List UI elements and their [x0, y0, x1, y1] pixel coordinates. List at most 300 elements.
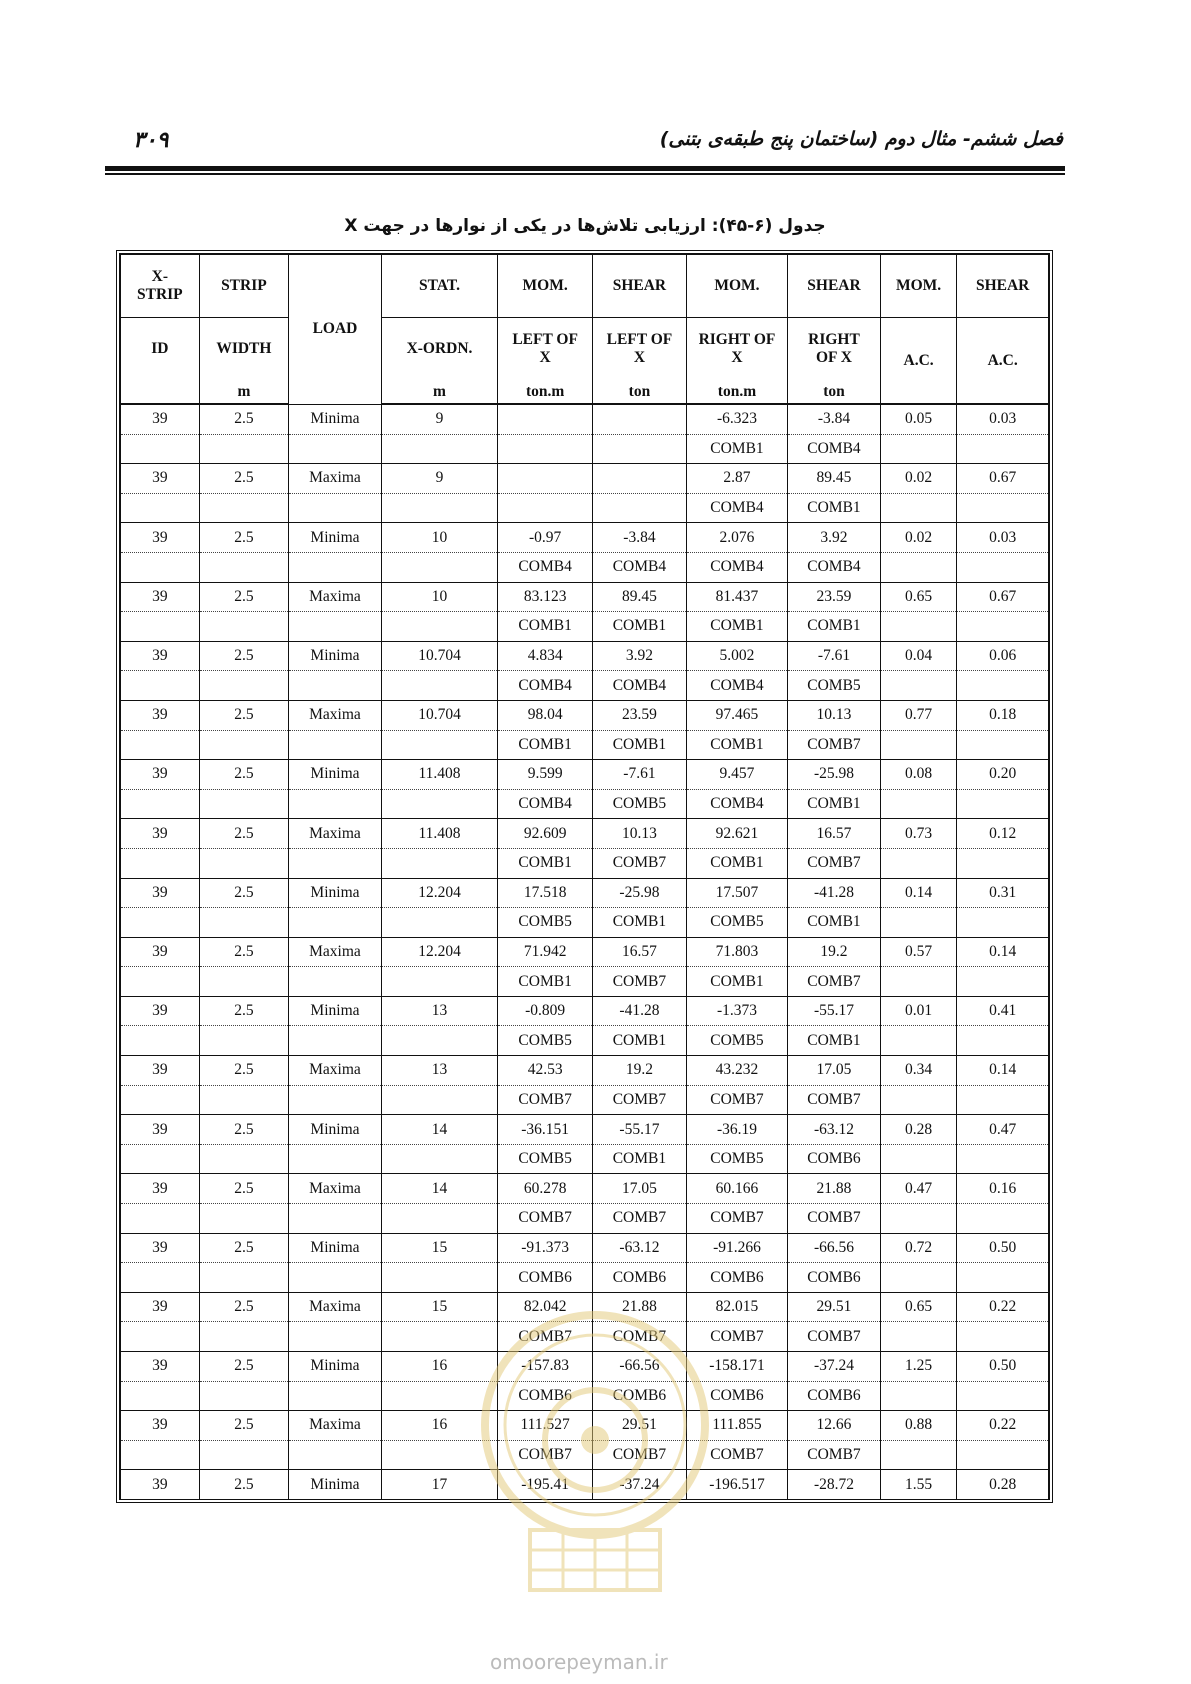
cell-empty [121, 1381, 200, 1411]
table-row-combos [121, 1263, 1049, 1293]
cell-id: 39 [121, 878, 200, 908]
cell-shear-r: 89.45 [788, 464, 881, 494]
cell-c-shear-r: COMB7 [788, 848, 881, 878]
cell-empty [880, 1440, 957, 1470]
cell-mom-l: -195.41 [498, 1470, 593, 1499]
cell-shear-ac: 0.50 [957, 1352, 1049, 1382]
cell-c-mom-l: COMB5 [498, 1026, 593, 1056]
cell-empty [957, 967, 1049, 997]
table-row-combos [121, 1440, 1049, 1470]
cell-id: 39 [121, 996, 200, 1026]
cell-c-shear-r: COMB6 [788, 1144, 881, 1174]
cell-shear-r: 10.13 [788, 700, 881, 730]
cell-id: 39 [121, 700, 200, 730]
cell-empty [957, 1381, 1049, 1411]
cell-mom-l: -157.83 [498, 1352, 593, 1382]
cell-c-mom-r: COMB1 [686, 967, 787, 997]
cell-empty [880, 1322, 957, 1352]
cell-id: 39 [121, 582, 200, 612]
cell-c-mom-r: COMB1 [686, 434, 787, 464]
cell-mom-r: 111.855 [686, 1411, 787, 1441]
cell-load: Maxima [289, 464, 382, 494]
cell-empty [289, 671, 382, 701]
cell-mom-l: 111.527 [498, 1411, 593, 1441]
header-row-1 [121, 255, 1049, 318]
cell-shear-l: 21.88 [593, 1292, 687, 1322]
cell-c-shear-r: COMB7 [788, 1204, 881, 1234]
cell-width: 2.5 [199, 996, 288, 1026]
cell-shear-ac: 0.16 [957, 1174, 1049, 1204]
cell-c-shear-l: COMB7 [593, 1322, 687, 1352]
cell-c-shear-r: COMB1 [788, 789, 881, 819]
cell-empty [880, 1381, 957, 1411]
cell-load: Minima [289, 523, 382, 553]
table-row-combos [121, 552, 1049, 582]
col-header-mom-left: MOM. [498, 255, 593, 318]
table-row-combos [121, 434, 1049, 464]
cell-id: 39 [121, 1233, 200, 1263]
cell-empty [957, 612, 1049, 642]
cell-empty [199, 612, 288, 642]
cell-mom-l [498, 464, 593, 494]
cell-empty [199, 1085, 288, 1115]
cell-empty [957, 908, 1049, 938]
cell-c-shear-r: COMB1 [788, 612, 881, 642]
cell-c-mom-l: COMB1 [498, 612, 593, 642]
col-header-shear-right: SHEAR [788, 255, 881, 318]
cell-empty [199, 1322, 288, 1352]
cell-mom-r: 60.166 [686, 1174, 787, 1204]
cell-c-shear-l: COMB4 [593, 671, 687, 701]
cell-mom-r: -91.266 [686, 1233, 787, 1263]
cell-empty [957, 1026, 1049, 1056]
cell-mom-r: 92.621 [686, 819, 787, 849]
cell-empty [381, 1322, 497, 1352]
col-header-mom-ac: MOM. [880, 255, 957, 318]
cell-width: 2.5 [199, 1352, 288, 1382]
cell-shear-ac: 0.14 [957, 937, 1049, 967]
cell-mom-ac: 1.55 [880, 1470, 957, 1499]
cell-shear-r: -63.12 [788, 1115, 881, 1145]
cell-empty [199, 789, 288, 819]
cell-mom-r: 2.076 [686, 523, 787, 553]
cell-empty [199, 908, 288, 938]
header-rule-thin [105, 173, 1065, 175]
cell-mom-r: 43.232 [686, 1056, 787, 1086]
cell-c-shear-l: COMB7 [593, 1085, 687, 1115]
cell-empty [381, 612, 497, 642]
table-row [121, 582, 1049, 612]
cell-shear-r: -25.98 [788, 760, 881, 790]
cell-mom-r: 97.465 [686, 700, 787, 730]
col-subheader-shear-right-of-x: RIGHT OF X [788, 318, 881, 381]
cell-id: 39 [121, 404, 200, 434]
cell-empty [957, 1322, 1049, 1352]
cell-empty [957, 1144, 1049, 1174]
cell-load: Minima [289, 996, 382, 1026]
cell-c-shear-l [593, 493, 687, 523]
table-row [121, 1411, 1049, 1441]
cell-shear-l: -7.61 [593, 760, 687, 790]
cell-c-mom-r: COMB6 [686, 1381, 787, 1411]
table-row [121, 523, 1049, 553]
cell-empty [199, 967, 288, 997]
cell-mom-l: 4.834 [498, 641, 593, 671]
cell-empty [121, 967, 200, 997]
cell-stat: 10.704 [381, 700, 497, 730]
cell-shear-r: -28.72 [788, 1470, 881, 1499]
table-row [121, 878, 1049, 908]
cell-empty [289, 1322, 382, 1352]
table-row [121, 700, 1049, 730]
cell-empty [880, 1085, 957, 1115]
cell-empty [121, 1204, 200, 1234]
cell-c-mom-r: COMB7 [686, 1322, 787, 1352]
cell-shear-l: 29.51 [593, 1411, 687, 1441]
cell-shear-l: 23.59 [593, 700, 687, 730]
cell-c-shear-l: COMB6 [593, 1263, 687, 1293]
cell-empty [880, 967, 957, 997]
cell-shear-ac: 0.22 [957, 1411, 1049, 1441]
col-header-mom-right: MOM. [686, 255, 787, 318]
cell-stat: 15 [381, 1233, 497, 1263]
cell-stat: 14 [381, 1174, 497, 1204]
cell-empty [381, 493, 497, 523]
cell-mom-ac: 0.05 [880, 404, 957, 434]
cell-c-mom-l: COMB5 [498, 1144, 593, 1174]
col-subheader-mom-ac: A.C. [880, 318, 957, 405]
col-subheader-x-ordn: X-ORDN. [381, 318, 497, 381]
cell-empty [121, 612, 200, 642]
cell-mom-ac: 0.72 [880, 1233, 957, 1263]
cell-empty [289, 1440, 382, 1470]
cell-empty [289, 730, 382, 760]
cell-c-mom-l: COMB5 [498, 908, 593, 938]
cell-mom-l [498, 404, 593, 434]
cell-shear-r: -41.28 [788, 878, 881, 908]
cell-stat: 16 [381, 1411, 497, 1441]
cell-empty [289, 1381, 382, 1411]
cell-mom-l: 71.942 [498, 937, 593, 967]
cell-stat: 9 [381, 464, 497, 494]
cell-width: 2.5 [199, 523, 288, 553]
cell-c-shear-r: COMB4 [788, 552, 881, 582]
cell-mom-r: 17.507 [686, 878, 787, 908]
header-row-2 [121, 318, 1049, 381]
cell-empty [957, 1440, 1049, 1470]
cell-mom-l: 83.123 [498, 582, 593, 612]
cell-mom-l: 42.53 [498, 1056, 593, 1086]
col-subheader-id: ID [121, 318, 200, 381]
cell-shear-ac: 0.06 [957, 641, 1049, 671]
cell-mom-l: -91.373 [498, 1233, 593, 1263]
cell-id: 39 [121, 1056, 200, 1086]
table-row-combos [121, 848, 1049, 878]
cell-mom-ac: 0.01 [880, 996, 957, 1026]
cell-c-mom-l [498, 434, 593, 464]
cell-mom-r: 71.803 [686, 937, 787, 967]
cell-mom-ac: 0.57 [880, 937, 957, 967]
cell-empty [957, 789, 1049, 819]
cell-shear-l: 19.2 [593, 1056, 687, 1086]
cell-empty [381, 1204, 497, 1234]
cell-empty [381, 434, 497, 464]
cell-shear-r: 23.59 [788, 582, 881, 612]
cell-empty [289, 1204, 382, 1234]
cell-empty [199, 1204, 288, 1234]
cell-c-shear-r: COMB7 [788, 1085, 881, 1115]
cell-shear-r: -7.61 [788, 641, 881, 671]
cell-stat: 12.204 [381, 878, 497, 908]
cell-empty [381, 1026, 497, 1056]
cell-empty [289, 1263, 382, 1293]
cell-stat: 11.408 [381, 819, 497, 849]
cell-shear-r: 19.2 [788, 937, 881, 967]
cell-id: 39 [121, 523, 200, 553]
cell-id: 39 [121, 1411, 200, 1441]
table-row-combos [121, 789, 1049, 819]
cell-width: 2.5 [199, 1411, 288, 1441]
cell-empty [121, 908, 200, 938]
cell-load: Minima [289, 1115, 382, 1145]
table-row-combos [121, 967, 1049, 997]
cell-c-shear-l: COMB7 [593, 1204, 687, 1234]
cell-shear-l: 3.92 [593, 641, 687, 671]
table-row-combos [121, 908, 1049, 938]
cell-empty [121, 1085, 200, 1115]
cell-empty [199, 1381, 288, 1411]
cell-c-shear-r: COMB6 [788, 1263, 881, 1293]
cell-stat: 9 [381, 404, 497, 434]
cell-mom-r: 81.437 [686, 582, 787, 612]
cell-empty [121, 671, 200, 701]
cell-empty [381, 552, 497, 582]
cell-shear-r: 12.66 [788, 1411, 881, 1441]
cell-empty [957, 848, 1049, 878]
cell-c-mom-l: COMB1 [498, 848, 593, 878]
cell-shear-r: 16.57 [788, 819, 881, 849]
cell-mom-ac: 0.02 [880, 523, 957, 553]
table-body [121, 404, 1049, 1499]
cell-empty [381, 1144, 497, 1174]
cell-shear-l: -3.84 [593, 523, 687, 553]
cell-empty [199, 1144, 288, 1174]
col-subheader-mom-left-of-x: LEFT OF X [498, 318, 593, 381]
cell-load: Minima [289, 760, 382, 790]
cell-empty [121, 730, 200, 760]
cell-c-shear-r: COMB7 [788, 1322, 881, 1352]
cell-shear-ac: 0.67 [957, 582, 1049, 612]
table-row [121, 937, 1049, 967]
cell-c-shear-l: COMB6 [593, 1381, 687, 1411]
cell-shear-ac: 0.47 [957, 1115, 1049, 1145]
cell-load: Maxima [289, 1292, 382, 1322]
cell-mom-ac: 0.08 [880, 760, 957, 790]
cell-c-mom-l [498, 493, 593, 523]
cell-empty [880, 612, 957, 642]
table-row-combos [121, 1144, 1049, 1174]
cell-c-shear-r: COMB7 [788, 730, 881, 760]
unit-x-ordn: m [381, 380, 497, 404]
cell-stat: 16 [381, 1352, 497, 1382]
cell-width: 2.5 [199, 1174, 288, 1204]
cell-empty [381, 671, 497, 701]
cell-stat: 17 [381, 1470, 497, 1499]
cell-id: 39 [121, 1174, 200, 1204]
cell-empty [957, 1204, 1049, 1234]
cell-empty [880, 908, 957, 938]
cell-mom-ac: 0.14 [880, 878, 957, 908]
cell-shear-l: -63.12 [593, 1233, 687, 1263]
unit-id [121, 380, 200, 404]
cell-c-mom-r: COMB5 [686, 1144, 787, 1174]
cell-empty [957, 1263, 1049, 1293]
cell-mom-ac: 0.88 [880, 1411, 957, 1441]
col-subheader-shear-ac: A.C. [957, 318, 1049, 405]
cell-shear-ac: 0.20 [957, 760, 1049, 790]
cell-width: 2.5 [199, 760, 288, 790]
cell-c-shear-l: COMB1 [593, 1144, 687, 1174]
cell-shear-r: -3.84 [788, 404, 881, 434]
cell-c-shear-l: COMB5 [593, 789, 687, 819]
unit-mom-right: ton.m [686, 380, 787, 404]
cell-stat: 10 [381, 523, 497, 553]
cell-empty [381, 730, 497, 760]
table-row [121, 996, 1049, 1026]
cell-empty [289, 908, 382, 938]
cell-empty [381, 789, 497, 819]
cell-c-mom-r: COMB4 [686, 493, 787, 523]
table-row [121, 1174, 1049, 1204]
cell-shear-l: -41.28 [593, 996, 687, 1026]
cell-empty [121, 1144, 200, 1174]
table-row [121, 404, 1049, 434]
cell-shear-r: 17.05 [788, 1056, 881, 1086]
table-row [121, 464, 1049, 494]
cell-empty [381, 908, 497, 938]
cell-empty [121, 1026, 200, 1056]
cell-shear-ac: 0.03 [957, 523, 1049, 553]
cell-empty [121, 493, 200, 523]
cell-empty [957, 671, 1049, 701]
cell-load: Maxima [289, 819, 382, 849]
cell-c-mom-r: COMB4 [686, 789, 787, 819]
table-row-combos [121, 1204, 1049, 1234]
cell-shear-l [593, 404, 687, 434]
cell-empty [381, 1440, 497, 1470]
table-row-combos [121, 1026, 1049, 1056]
cell-load: Minima [289, 1233, 382, 1263]
cell-c-shear-r: COMB5 [788, 671, 881, 701]
cell-c-mom-l: COMB7 [498, 1440, 593, 1470]
cell-stat: 10.704 [381, 641, 497, 671]
cell-load: Maxima [289, 1174, 382, 1204]
col-header-shear-left: SHEAR [593, 255, 687, 318]
cell-shear-l: 16.57 [593, 937, 687, 967]
results-table-frame [116, 250, 1053, 1503]
cell-empty [121, 848, 200, 878]
cell-empty [289, 1144, 382, 1174]
cell-c-shear-l: COMB4 [593, 552, 687, 582]
cell-mom-ac: 0.47 [880, 1174, 957, 1204]
cell-c-mom-l: COMB1 [498, 730, 593, 760]
watermark-site: omoorepeyman.ir [490, 1650, 668, 1674]
table-row [121, 1292, 1049, 1322]
cell-empty [289, 612, 382, 642]
col-header-xstrip: X- STRIP [121, 255, 200, 318]
cell-shear-r: -66.56 [788, 1233, 881, 1263]
table-row [121, 1233, 1049, 1263]
cell-shear-ac: 0.22 [957, 1292, 1049, 1322]
cell-c-mom-r: COMB7 [686, 1440, 787, 1470]
cell-c-mom-l: COMB4 [498, 671, 593, 701]
cell-empty [880, 552, 957, 582]
cell-load: Minima [289, 878, 382, 908]
cell-width: 2.5 [199, 878, 288, 908]
cell-mom-r: -158.171 [686, 1352, 787, 1382]
cell-c-mom-l: COMB1 [498, 967, 593, 997]
cell-c-shear-r: COMB7 [788, 967, 881, 997]
cell-c-mom-r: COMB7 [686, 1204, 787, 1234]
cell-load: Maxima [289, 1411, 382, 1441]
cell-empty [199, 434, 288, 464]
col-header-stat: STAT. [381, 255, 497, 318]
cell-mom-r: 82.015 [686, 1292, 787, 1322]
cell-c-shear-l: COMB7 [593, 848, 687, 878]
cell-id: 39 [121, 1470, 200, 1499]
cell-width: 2.5 [199, 1470, 288, 1499]
cell-c-shear-r: COMB4 [788, 434, 881, 464]
unit-mom-left: ton.m [498, 380, 593, 404]
col-header-load: LOAD [289, 255, 382, 405]
cell-empty [880, 730, 957, 760]
cell-shear-l: -66.56 [593, 1352, 687, 1382]
cell-shear-r: 3.92 [788, 523, 881, 553]
cell-empty [199, 493, 288, 523]
cell-c-shear-l: COMB1 [593, 1026, 687, 1056]
cell-load: Maxima [289, 700, 382, 730]
cell-empty [289, 967, 382, 997]
cell-empty [957, 552, 1049, 582]
cell-load: Maxima [289, 1056, 382, 1086]
cell-empty [880, 434, 957, 464]
cell-mom-ac: 0.65 [880, 1292, 957, 1322]
cell-stat: 15 [381, 1292, 497, 1322]
cell-c-mom-l: COMB6 [498, 1263, 593, 1293]
cell-width: 2.5 [199, 700, 288, 730]
cell-shear-l: 89.45 [593, 582, 687, 612]
cell-width: 2.5 [199, 937, 288, 967]
cell-empty [199, 1263, 288, 1293]
cell-empty [957, 434, 1049, 464]
table-row-combos [121, 493, 1049, 523]
table-row-combos [121, 1085, 1049, 1115]
col-header-strip: STRIP [199, 255, 288, 318]
cell-c-mom-r: COMB4 [686, 671, 787, 701]
cell-c-mom-l: COMB7 [498, 1204, 593, 1234]
cell-c-shear-l: COMB1 [593, 730, 687, 760]
cell-mom-l: 9.599 [498, 760, 593, 790]
cell-mom-l: 60.278 [498, 1174, 593, 1204]
cell-shear-l: 10.13 [593, 819, 687, 849]
cell-c-mom-l: COMB4 [498, 789, 593, 819]
table-row [121, 1470, 1049, 1499]
table-row-combos [121, 1322, 1049, 1352]
table-row-combos [121, 730, 1049, 760]
cell-empty [381, 848, 497, 878]
cell-mom-r: -36.19 [686, 1115, 787, 1145]
cell-shear-ac: 0.12 [957, 819, 1049, 849]
